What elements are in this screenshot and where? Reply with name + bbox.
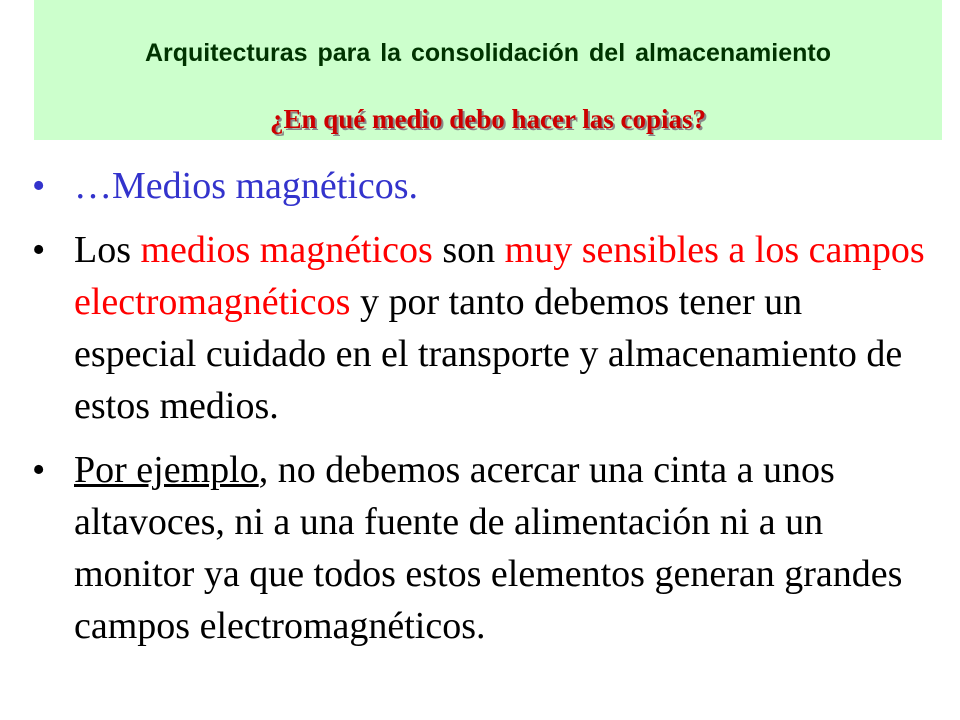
bullet-text-underlined: Por ejemplo <box>74 449 259 491</box>
slide-title: Arquitecturas para la consolidación del almacenamiento <box>144 39 832 67</box>
bullet-item-2 <box>30 224 930 432</box>
bullet-text-plain: Los <box>74 229 141 271</box>
bullet-marker: • <box>32 229 46 271</box>
slide-header <box>34 0 942 140</box>
bullet-text-highlight: medios magnéticos <box>140 229 433 271</box>
bullet-marker: • <box>32 165 46 207</box>
bullet-text-plain: y por tanto debemos tener un especial cuidado en el transporte y almacenamiento de estos medios. <box>74 281 903 427</box>
bullet-item-3 <box>30 444 930 652</box>
bullet-text: …Medios magnéticos. <box>74 165 419 207</box>
bullet-item-1 <box>30 160 930 212</box>
bullet-marker: • <box>32 449 46 491</box>
bullet-text-plain: son <box>432 229 505 271</box>
bullet-text-highlight: muy sensibles a los campos electromagnéticos <box>74 229 925 323</box>
bullet-list <box>30 160 930 664</box>
slide-subtitle: ¿En qué medio debo hacer las copias? <box>269 104 707 134</box>
bullet-text-plain: , no debemos acercar una cinta a unos altavoces, ni a una fuente de alimentación ni a un monitor ya que todos estos elementos generan grandes campos electromagnéticos. <box>74 449 903 647</box>
